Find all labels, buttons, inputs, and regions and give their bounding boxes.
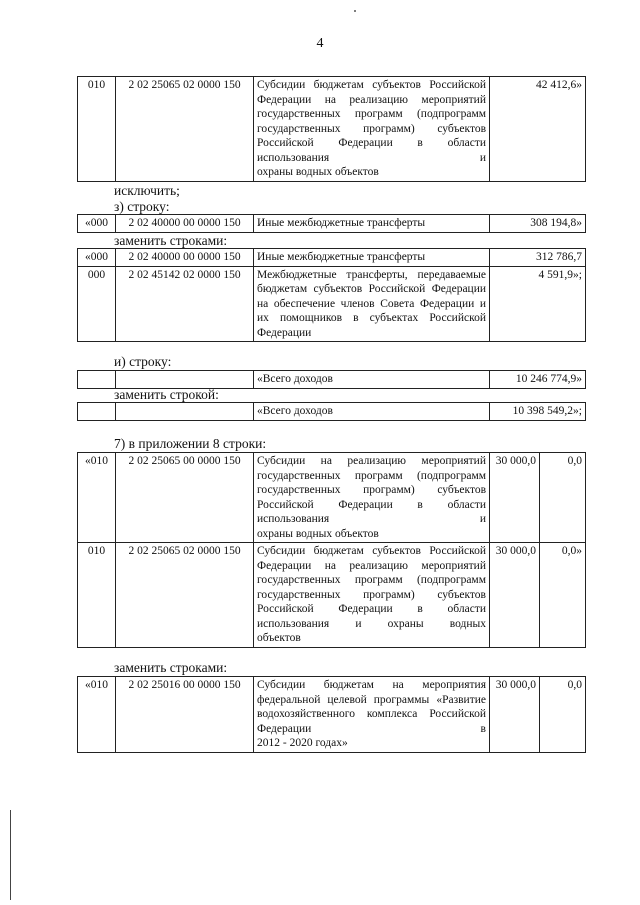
code-cell xyxy=(78,403,116,421)
table-row xyxy=(78,215,586,233)
instruction-replace-rows: заменить строками: xyxy=(114,660,228,675)
table-body xyxy=(78,77,586,182)
name-line: помощников в субъектах Российской xyxy=(279,312,486,324)
amount-cell: 0,0 xyxy=(540,677,586,753)
name-line: государственных программ xyxy=(257,469,403,482)
table-row xyxy=(78,677,586,753)
instruction-appendix-8: 7) в приложении 8 строки: xyxy=(114,436,267,451)
amount-cell: 0,0» xyxy=(540,543,586,648)
instruction-replace-rows: заменить строками: xyxy=(114,233,228,248)
table-row xyxy=(78,77,586,182)
name-line: Субсидии на реализацию мероприятий xyxy=(257,455,486,467)
name-line: Субсидии бюджетам субъектов xyxy=(257,79,421,91)
amount-cell: 4 591,9»; xyxy=(490,266,586,342)
name-line: использования и охраны водных xyxy=(257,617,486,630)
table-body xyxy=(78,215,586,233)
amount-cell: 10 246 774,9» xyxy=(490,371,586,389)
code-cell: 010 xyxy=(78,77,116,182)
name-line: Субсидии бюджетам субъектов xyxy=(257,545,421,557)
table-row xyxy=(78,266,586,342)
code-cell: «000 xyxy=(78,249,116,267)
amount-cell: 30 000,0 xyxy=(490,543,540,648)
table-row xyxy=(78,371,586,389)
name-line: программ (подпрограмм xyxy=(354,574,486,586)
table-body xyxy=(78,249,586,342)
name-cell xyxy=(254,543,490,648)
name-line: Российской Федерации в области xyxy=(257,603,486,615)
name-cell xyxy=(254,77,490,182)
kbk-cell xyxy=(116,371,254,389)
name-line: Российской Федерации на обеспечение xyxy=(257,283,487,310)
name-cell: Иные межбюджетные трансферты xyxy=(254,215,490,233)
name-line: государственных программ) субъектов xyxy=(257,588,486,601)
name-line: «Развитие водохозяйственного xyxy=(257,693,486,720)
name-line: Федерации xyxy=(257,326,312,339)
name-cell xyxy=(254,249,490,267)
page-number: 4 xyxy=(316,36,324,51)
name-line: Федерации в области использования и xyxy=(257,137,487,164)
table-appendix-8-new xyxy=(77,676,586,753)
name-cell xyxy=(254,453,490,543)
name-line: Иные межбюджетные трансферты xyxy=(257,251,426,263)
amount-cell: 42 412,6» xyxy=(490,77,586,182)
code-cell: «010 xyxy=(78,453,116,543)
code-cell: «010 xyxy=(78,677,116,753)
name-line: мероприятий государственных программ xyxy=(257,93,486,120)
kbk-cell: 2 02 25065 02 0000 150 xyxy=(116,77,254,182)
table-i-old xyxy=(77,370,586,389)
table-row xyxy=(78,249,586,267)
code-cell: 010 xyxy=(78,543,116,648)
table-row xyxy=(78,543,586,648)
name-line: комплекса Российской Федерации в xyxy=(257,708,486,735)
scan-dot xyxy=(354,10,356,12)
name-line: программ) субъектов Российской xyxy=(257,484,486,511)
kbk-cell: 2 02 40000 00 0000 150 xyxy=(116,249,254,267)
name-line: (подпрограмм государственных xyxy=(257,108,487,135)
table-body xyxy=(78,453,586,648)
kbk-cell xyxy=(116,403,254,421)
name-line: Российской Федерации на реализацию xyxy=(257,545,486,572)
amount-cell: 312 786,7 xyxy=(490,249,586,267)
kbk-cell: 2 02 45142 02 0000 150 xyxy=(116,266,254,342)
code-cell: 000 xyxy=(78,266,116,342)
instruction-exclude: исключить; xyxy=(114,183,180,198)
kbk-cell: 2 02 25016 00 0000 150 xyxy=(116,677,254,753)
name-cell: «Всего доходов xyxy=(254,371,490,389)
name-line: объектов xyxy=(257,632,301,644)
kbk-cell: 2 02 40000 00 0000 150 xyxy=(116,215,254,233)
name-line: Российской Федерации на реализацию xyxy=(257,79,486,106)
table-row xyxy=(78,453,586,543)
table-z-new xyxy=(77,248,586,342)
table-body xyxy=(78,677,586,753)
name-line: программ) субъектов Российской xyxy=(257,122,486,149)
name-line: членов Совета Федерации и их xyxy=(257,297,486,324)
kbk-cell: 2 02 25065 00 0000 150 xyxy=(116,453,254,543)
instruction-z: з) строку: xyxy=(114,199,170,214)
table-excluded-row xyxy=(77,76,586,182)
table-i-new xyxy=(77,402,586,421)
instruction-i: и) строку: xyxy=(114,354,172,369)
margin-line xyxy=(10,810,11,900)
table-appendix-8-old xyxy=(77,452,586,648)
name-line: 2012 - 2020 годах» xyxy=(257,737,348,749)
amount-cell: 30 000,0 xyxy=(490,453,540,543)
name-line: охраны водных объектов xyxy=(257,166,379,178)
name-line: Федерации в области использования и xyxy=(257,498,487,525)
name-line: Субсидии бюджетам на мероприятия xyxy=(257,679,486,691)
name-line: передаваемые бюджетам субъектов xyxy=(257,268,486,295)
amount-cell: 10 398 549,2»; xyxy=(490,403,586,421)
name-line: федеральной целевой программы xyxy=(257,693,430,706)
table-row xyxy=(78,403,586,421)
name-line: (подпрограмм государственных xyxy=(257,469,487,496)
amount-cell: 0,0 xyxy=(540,453,586,543)
code-cell xyxy=(78,371,116,389)
name-line: Межбюджетные трансферты, xyxy=(257,268,408,281)
kbk-cell: 2 02 25065 02 0000 150 xyxy=(116,543,254,648)
name-line: охраны водных объектов xyxy=(257,527,379,540)
amount-cell: 30 000,0 xyxy=(490,677,540,753)
code-cell: «000 xyxy=(78,215,116,233)
instruction-replace-row: заменить строкой: xyxy=(114,387,219,402)
name-cell: «Всего доходов xyxy=(254,403,490,421)
table-z-old xyxy=(77,214,586,233)
name-cell xyxy=(254,266,490,342)
name-cell xyxy=(254,677,490,753)
amount-cell: 308 194,8» xyxy=(490,215,586,233)
name-line: мероприятий государственных xyxy=(257,559,486,586)
